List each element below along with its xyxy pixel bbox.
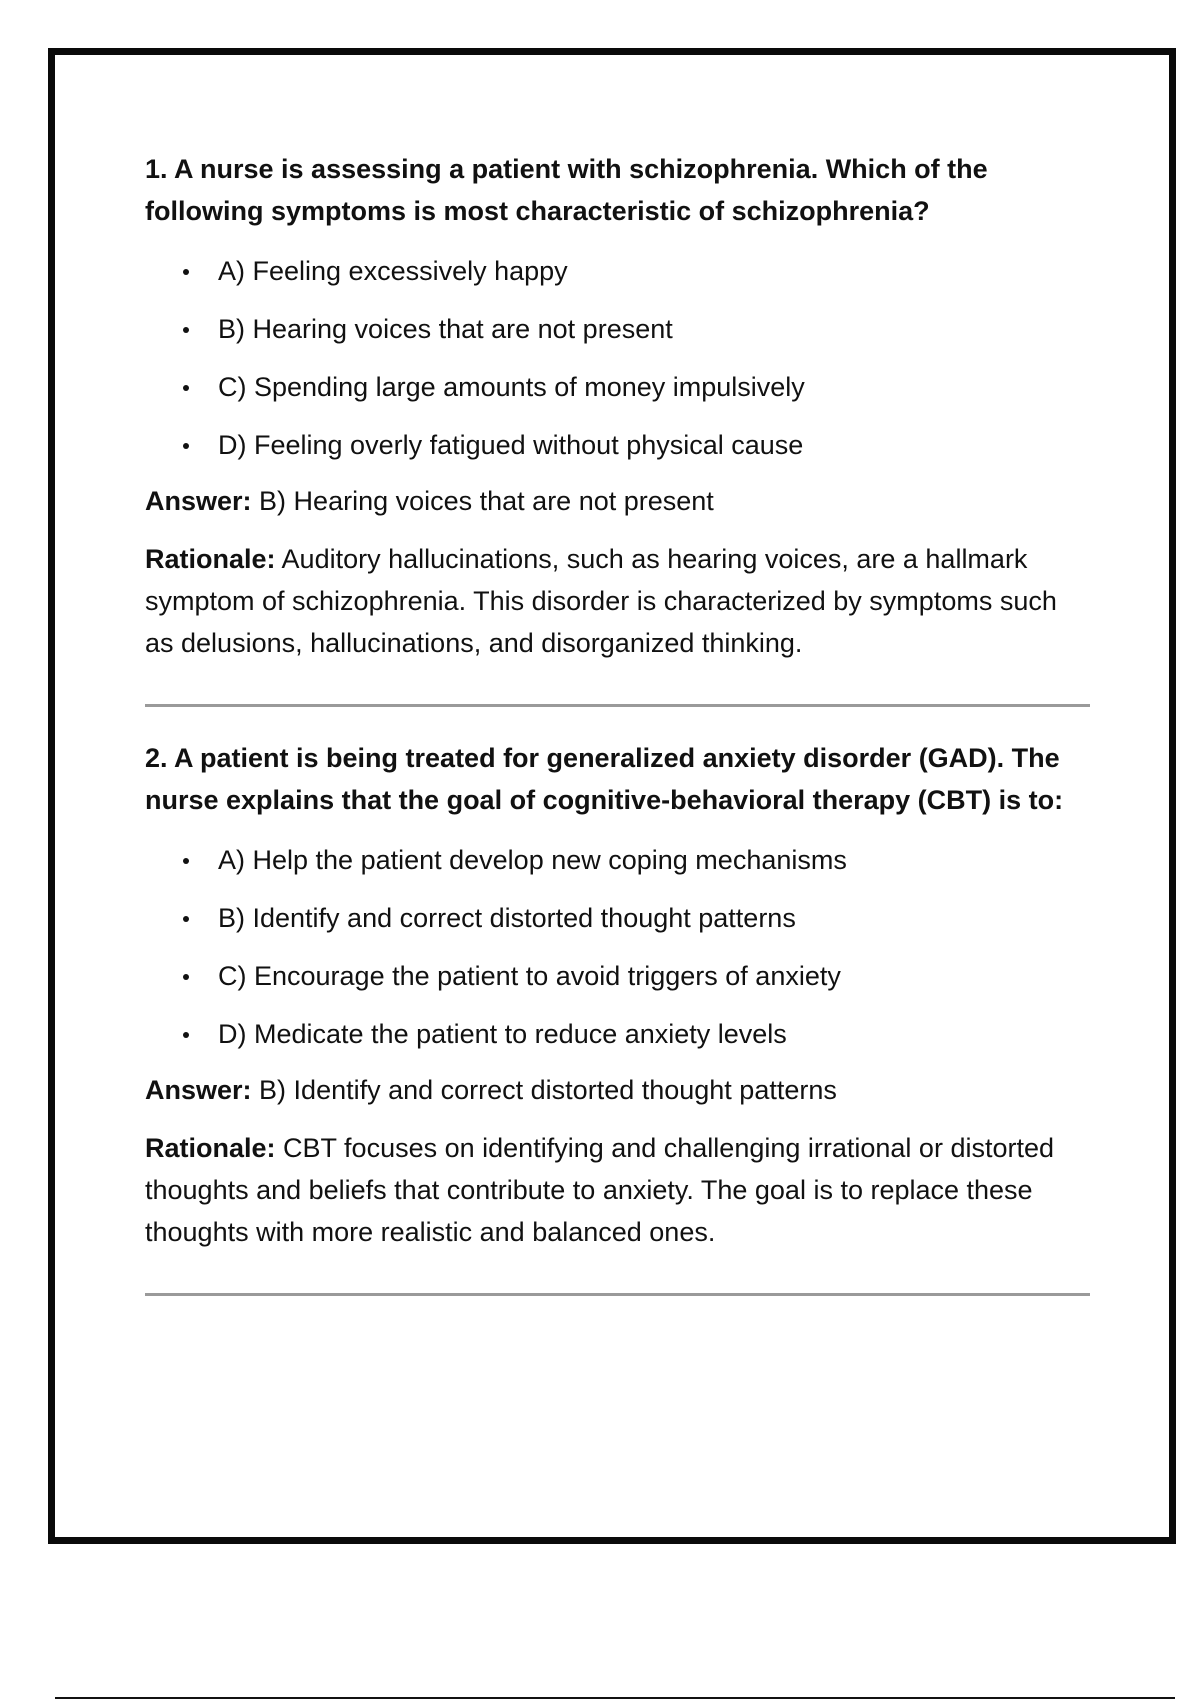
question-2-options	[145, 831, 1090, 1063]
question-2-option-d: D) Medicate the patient to reduce anxiety levels	[145, 1005, 1090, 1063]
question-1-option-d: D) Feeling overly fatigued without physical cause	[145, 416, 1090, 474]
question-1-options	[145, 242, 1090, 474]
rationale-text: CBT focuses on identifying and challenging irrational or distorted thoughts and beliefs that contribute to anxiety. The goal is to replace these thoughts with more realistic and balanced ones.	[145, 1133, 1054, 1247]
answer-text: B) Identify and correct distorted thought patterns	[259, 1075, 837, 1105]
section-divider	[145, 1293, 1090, 1296]
question-1-option-b: B) Hearing voices that are not present	[145, 300, 1090, 358]
section-divider	[145, 704, 1090, 707]
question-1-answer	[145, 480, 1090, 522]
rationale-text: Auditory hallucinations, such as hearing voices, are a hallmark symptom of schizophrenia. This disorder is characterized by symptoms such as delusions, hallucinations, and disorganized thinking.	[145, 544, 1057, 658]
question-1-option-a: A) Feeling excessively happy	[145, 242, 1090, 300]
question-1-rationale	[145, 538, 1090, 664]
rationale-label: Rationale:	[145, 1133, 276, 1163]
answer-text: B) Hearing voices that are not present	[259, 486, 714, 516]
question-2-title: 2. A patient is being treated for generalized anxiety disorder (GAD). The nurse explains that the goal of cognitive-behavioral therapy (CBT) is to:	[145, 743, 1064, 815]
page-bottom-rule	[55, 1697, 1175, 1699]
question-2-rationale	[145, 1127, 1090, 1253]
question-1-option-c: C) Spending large amounts of money impulsively	[145, 358, 1090, 416]
rationale-label: Rationale:	[145, 544, 276, 574]
answer-label: Answer:	[145, 486, 252, 516]
question-2	[145, 737, 1090, 1253]
question-1-title: 1. A nurse is assessing a patient with schizophrenia. Which of the following symptoms is most characteristic of schizophrenia?	[145, 154, 988, 226]
question-2-option-b: B) Identify and correct distorted thought patterns	[145, 889, 1090, 947]
question-2-option-c: C) Encourage the patient to avoid triggers of anxiety	[145, 947, 1090, 1005]
question-2-answer	[145, 1069, 1090, 1111]
quiz-content	[145, 148, 1090, 1326]
question-1	[145, 148, 1090, 664]
question-2-option-a: A) Help the patient develop new coping mechanisms	[145, 831, 1090, 889]
answer-label: Answer:	[145, 1075, 252, 1105]
